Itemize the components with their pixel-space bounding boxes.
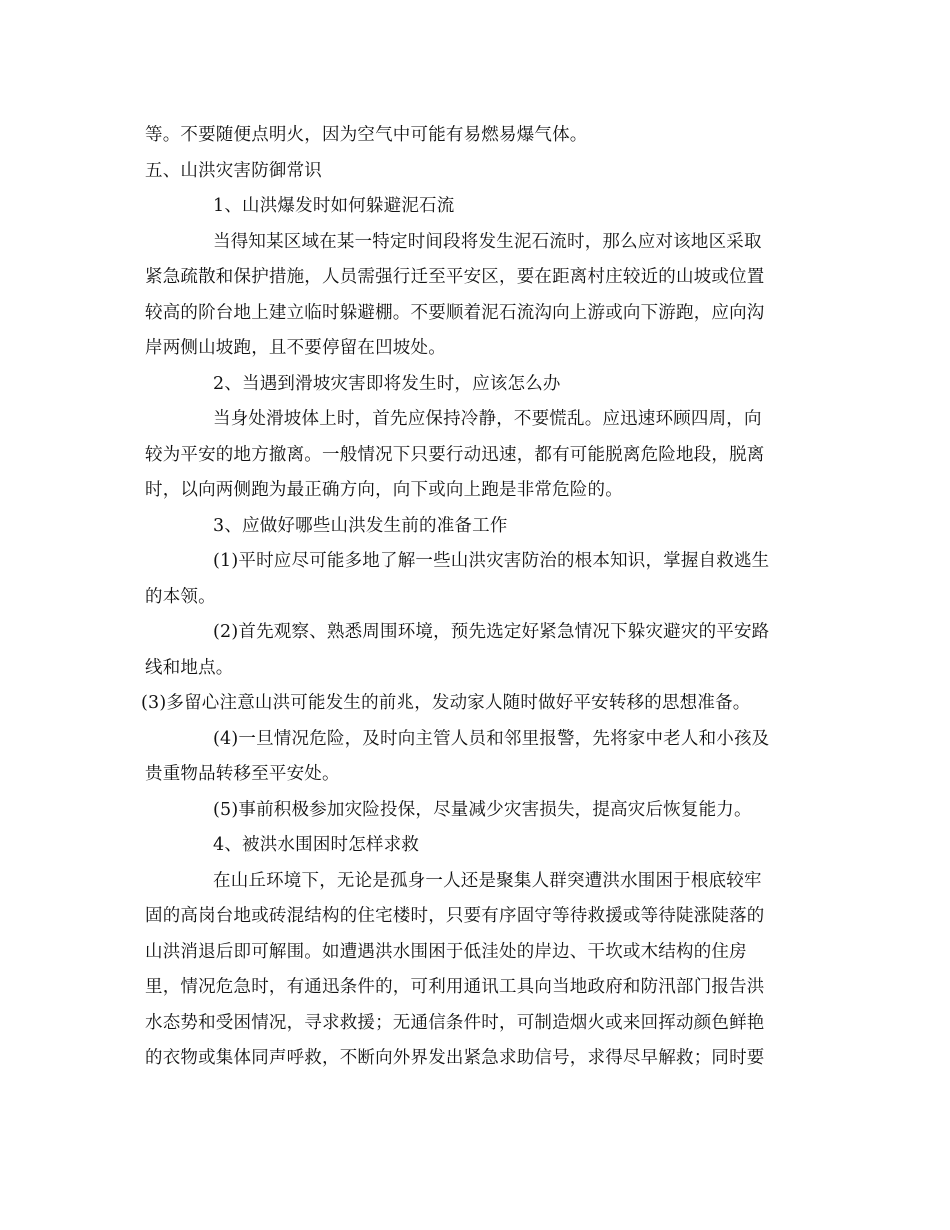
subsection-heading: 3、应做好哪些山洪发生前的准备工作	[213, 515, 508, 536]
text-line: 等。不要随便点明火，因为空气中可能有易燃易爆气体。	[145, 125, 588, 145]
text-line: 的本领。	[145, 586, 216, 607]
text-line: 当身处滑坡体上时，首先应保持冷静，不要慌乱。应迅速环顾四周，向	[213, 409, 762, 429]
text-line: 当得知某区域在某一特定时间段将发生泥石流时，那么应对该地区采取	[213, 231, 762, 252]
list-item: (5)事前积极参加灾险投保，尽量减少灾害损失，提高灾后恢复能力。	[213, 799, 752, 820]
text-line: 里，情况危急时，有通迅条件的，可利用通讯工具向当地政府和防汛部门报告洪	[145, 977, 765, 997]
document-body	[141, 118, 805, 1077]
text-line: 在山丘环境下，无论是孤身一人还是聚集人群突遭洪水围困于根底较牢	[213, 870, 762, 891]
text-line: 山洪消退后即可解围。如遭遇洪水围困于低洼处的岸边、干坎或木结构的住房	[145, 941, 747, 962]
text-line: 岸两侧山坡跑，且不要停留在凹坡处。	[145, 338, 446, 358]
text-line: 线和地点。	[145, 657, 234, 678]
section-heading: 五、山洪灾害防御常识	[145, 160, 322, 181]
text-line: 的衣物或集体同声呼救，不断向外界发出紧急求助信号，求得尽早解救；同时要	[145, 1048, 765, 1068]
text-line: 紧急疏散和保护措施，人员需强行迁至平安区，要在距离村庄较近的山坡或位置	[145, 267, 765, 287]
subsection-heading: 2、当遇到滑坡灾害即将发生时，应该怎么办	[213, 373, 561, 394]
list-item: (3)多留心注意山洪可能发生的前兆，发动家人随时做好平安转移的思想准备。	[141, 693, 751, 713]
text-line: 固的高岗台地或砖混结构的住宅楼时，只要有序固守等待救援或等待陡涨陡落的	[145, 906, 765, 926]
subsection-heading: 1、山洪爆发时如何躲避泥石流	[213, 196, 455, 216]
subsection-heading: 4、被洪水围困时怎样求救	[213, 835, 420, 855]
text-line: 时，以向两侧跑为最正确方向，向下或向上跑是非常危险的。	[145, 480, 623, 500]
text-line: 水态势和受困情况，寻求救援；无通信条件时，可制造烟火或来回挥动颜色鲜艳	[145, 1012, 765, 1033]
text-line: 贵重物品转移至平安处。	[145, 764, 340, 784]
list-item: (4)一旦情况危险，及时向主管人员和邻里报警，先将家中老人和小孩及	[213, 728, 770, 749]
text-line: 较高的阶台地上建立临时躲避棚。不要顺着泥石流沟向上游或向下游跑，应向沟	[145, 302, 765, 323]
list-item: (1)平时应尽可能多地了解一些山洪灾害防治的根本知识，掌握自救逃生	[213, 551, 770, 571]
list-item: (2)首先观察、熟悉周围环境，预先选定好紧急情况下躲灾避灾的平安路	[213, 622, 770, 642]
text-line: 较为平安的地方撤离。一般情况下只要行动迅速，都有可能脱离危险地段，脱离	[145, 444, 765, 465]
